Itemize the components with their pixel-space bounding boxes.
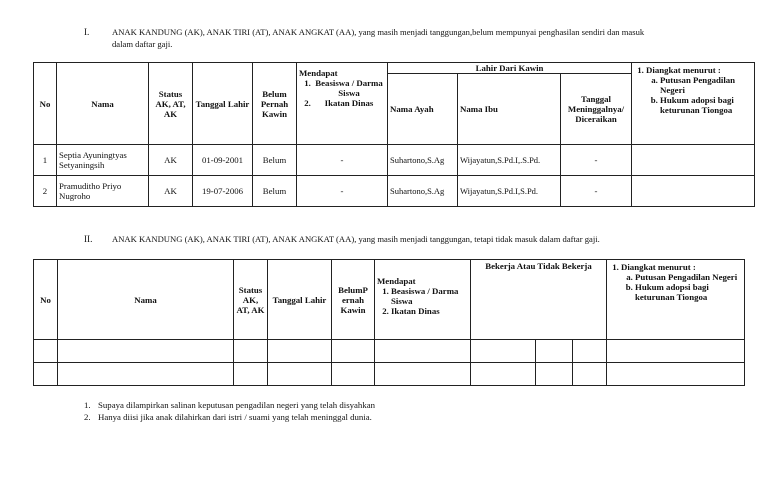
header-diangkat-list bbox=[634, 65, 752, 115]
table-section-2 bbox=[33, 259, 745, 386]
cell-empty bbox=[58, 363, 234, 386]
cell-tanggal-lahir: 19-07-2006 bbox=[193, 176, 253, 207]
cell-nama: Pramuditho Priyo Nugroho bbox=[57, 176, 149, 207]
cell-mendapat: - bbox=[297, 145, 388, 176]
header-diangkat bbox=[607, 260, 745, 340]
header-diangkat-sublist bbox=[646, 75, 752, 115]
footnote-item: 1. Supaya dilampirkan salinan keputusan pengadilan negeri yang telah disyahkan bbox=[84, 400, 376, 410]
table-row bbox=[34, 340, 745, 363]
cell-empty bbox=[573, 340, 607, 363]
header-diangkat-title: Diangkat menurut : bbox=[646, 65, 721, 75]
header-mendapat-list bbox=[299, 78, 385, 108]
header-diangkat bbox=[632, 63, 755, 145]
header-diangkat-item: a. Putusan Pengadilan Negeri bbox=[660, 75, 752, 95]
cell-empty bbox=[234, 363, 268, 386]
table-row bbox=[34, 363, 745, 386]
cell-empty bbox=[34, 340, 58, 363]
cell-tanggal-lahir: 01-09-2001 bbox=[193, 145, 253, 176]
header-nama: Nama bbox=[58, 260, 234, 340]
cell-nama-ayah: Suhartono,S.Ag bbox=[388, 145, 458, 176]
header-belum-kawin: Belum Pernah Kawin bbox=[253, 63, 297, 145]
section-2-numeral: II. bbox=[84, 234, 93, 244]
footnote-text: Supaya dilampirkan salinan keputusan pengadilan negeri yang telah disyahkan bbox=[98, 400, 376, 410]
cell-diangkat bbox=[632, 145, 755, 176]
header-diangkat-item: a. Putusan Pengadilan Negeri bbox=[635, 272, 742, 282]
footnotes bbox=[84, 399, 375, 423]
cell-empty bbox=[471, 340, 536, 363]
cell-belum-kawin: Belum bbox=[253, 145, 297, 176]
cell-nama-ibu: Wijayatun,S.Pd.I,S.Pd. bbox=[458, 176, 561, 207]
section-1-text-line1: ANAK KANDUNG (AK), ANAK TIRI (AT), ANAK ANGKAT (AA), yang masih menjadi tanggungan,belum mempunyai penghasilan sendiri dan masuk bbox=[112, 27, 645, 37]
header-tanggal-meninggal: Tanggal Meninggalnya/ Diceraikan bbox=[561, 74, 632, 145]
header-status: Status AK, AT, AK bbox=[149, 63, 193, 145]
cell-empty bbox=[268, 340, 332, 363]
cell-status: AK bbox=[149, 145, 193, 176]
cell-tanggal-meninggal: - bbox=[561, 145, 632, 176]
section-2-text-line1: ANAK KANDUNG (AK), ANAK TIRI (AT), ANAK ANGKAT (AA), yang masih menjadi tanggungan, tetapi tidak masuk dalam daftar gaji. bbox=[112, 234, 600, 244]
cell-tanggal-meninggal: - bbox=[561, 176, 632, 207]
table-row bbox=[34, 176, 755, 207]
header-mendapat-item: 1. Beasiswa / Darma Siswa bbox=[391, 286, 468, 306]
section-1-heading bbox=[84, 26, 764, 50]
section-1-text-line2: dalam daftar gaji. bbox=[112, 39, 173, 49]
header-belum-kawin: BelumP ernah Kawin bbox=[332, 260, 375, 340]
cell-empty bbox=[234, 340, 268, 363]
cell-empty bbox=[536, 340, 573, 363]
header-diangkat-list bbox=[609, 262, 742, 302]
header-status: Status AK, AT, AK bbox=[234, 260, 268, 340]
section-1-numeral: I. bbox=[84, 27, 90, 37]
header-mendapat bbox=[375, 260, 471, 340]
cell-nama-ayah: Suhartono,S.Ag bbox=[388, 176, 458, 207]
cell-empty bbox=[332, 340, 375, 363]
cell-nama-ibu: Wijayatun,S.Pd.I,.S.Pd. bbox=[458, 145, 561, 176]
header-no: No bbox=[34, 63, 57, 145]
cell-empty bbox=[268, 363, 332, 386]
cell-empty bbox=[375, 340, 471, 363]
cell-belum-kawin: Belum bbox=[253, 176, 297, 207]
header-diangkat-item: b. Hukum adopsi bagi keturunan Tiongoa bbox=[660, 95, 752, 115]
footnote-text: Hanya diisi jika anak dilahirkan dari istri / suami yang telah meninggal dunia. bbox=[98, 412, 372, 422]
table-section-1 bbox=[33, 62, 755, 207]
header-lahir-dari-kawin: Lahir Dari Kawin bbox=[388, 63, 632, 74]
header-no: No bbox=[34, 260, 58, 340]
cell-empty bbox=[332, 363, 375, 386]
header-mendapat-title: Mendapat bbox=[377, 276, 416, 286]
cell-diangkat bbox=[632, 176, 755, 207]
cell-status: AK bbox=[149, 176, 193, 207]
header-mendapat-title: Mendapat bbox=[299, 68, 338, 78]
cell-empty bbox=[607, 363, 745, 386]
header-bekerja: Bekerja Atau Tidak Bekerja bbox=[471, 260, 607, 340]
header-diangkat-sublist bbox=[621, 272, 742, 302]
cell-empty bbox=[607, 340, 745, 363]
cell-nama: Septia Ayuningtyas Setyaningsih bbox=[57, 145, 149, 176]
header-nama: Nama bbox=[57, 63, 149, 145]
header-mendapat bbox=[297, 63, 388, 145]
footnote-item: 2. Hanya diisi jika anak dilahirkan dari istri / suami yang telah meninggal dunia. bbox=[84, 412, 372, 422]
header-mendapat-item: 2. Ikatan Dinas bbox=[391, 306, 468, 316]
table-row bbox=[34, 145, 755, 176]
header-nama-ibu: Nama Ibu bbox=[458, 74, 561, 145]
header-nama-ayah: Nama Ayah bbox=[388, 74, 458, 145]
header-diangkat-title: Diangkat menurut : bbox=[621, 262, 696, 272]
header-diangkat-item: b. Hukum adopsi bagi keturunan Tiongoa bbox=[635, 282, 742, 302]
section-2-heading bbox=[84, 233, 764, 245]
cell-empty bbox=[34, 363, 58, 386]
header-mendapat-list bbox=[377, 286, 468, 316]
cell-empty bbox=[536, 363, 573, 386]
cell-empty bbox=[471, 363, 536, 386]
header-mendapat-item: 1. Beasiswa / Darma Siswa bbox=[313, 78, 385, 98]
cell-empty bbox=[573, 363, 607, 386]
header-tanggal-lahir: Tanggal Lahir bbox=[193, 63, 253, 145]
cell-empty bbox=[375, 363, 471, 386]
header-mendapat-item: 2. Ikatan Dinas bbox=[313, 98, 385, 108]
header-tanggal-lahir: Tanggal Lahir bbox=[268, 260, 332, 340]
cell-mendapat: - bbox=[297, 176, 388, 207]
cell-no: 1 bbox=[34, 145, 57, 176]
cell-no: 2 bbox=[34, 176, 57, 207]
cell-empty bbox=[58, 340, 234, 363]
